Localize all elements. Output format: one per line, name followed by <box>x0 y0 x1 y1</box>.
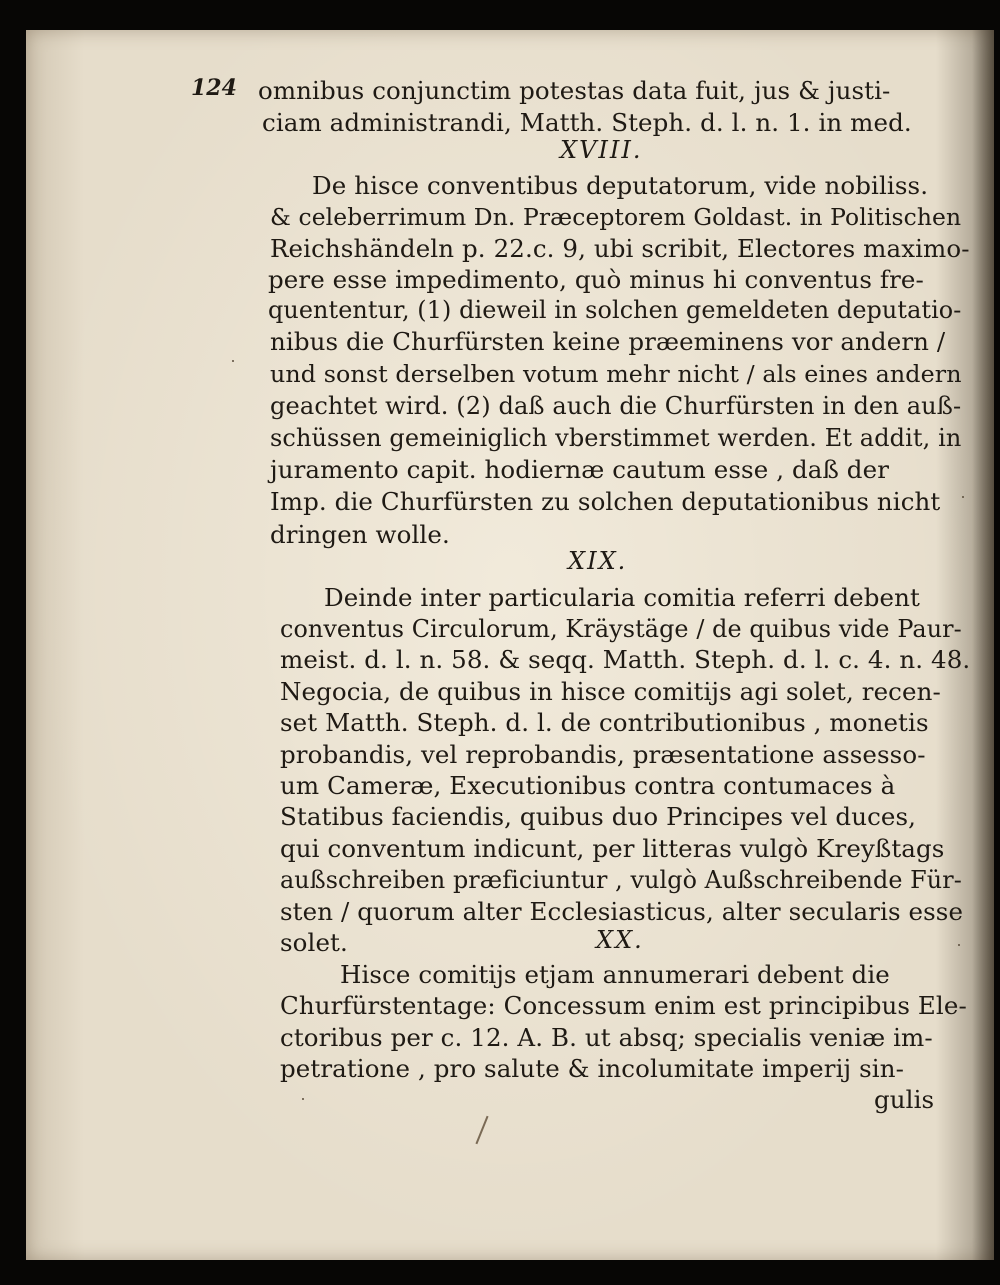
text-line: set Matth. Steph. d. l. de contributionibus , monetis <box>280 708 929 737</box>
text-line: pere esse impedimento, quò minus hi conventus fre- <box>268 265 924 294</box>
text-line: dringen wolle. <box>270 520 450 549</box>
text-line: omnibus conjunctim potestas data fuit, jus & justi- <box>258 76 891 105</box>
page-number: 124 <box>191 75 237 101</box>
paper-speck <box>962 496 964 498</box>
text-line: Statibus faciendis, quibus duo Principes vel duces, <box>280 802 917 831</box>
paper-speck <box>302 1098 304 1100</box>
paper-speck <box>958 944 960 946</box>
section-heading: XVIII. <box>560 136 643 164</box>
text-line: probandis, vel reprobandis, præsentatione assesso- <box>280 740 926 769</box>
paper-speck <box>232 360 234 362</box>
text-line: quententur, (1) dieweil in solchen gemeldeten deputatio- <box>268 296 962 324</box>
text-line: ciam administrandi, Matth. Steph. d. l. n. 1. in med. <box>262 108 912 137</box>
section-heading: XX. <box>596 926 644 954</box>
text-line: meist. d. l. n. 58. & seqq. Matth. Steph. d. l. c. 4. n. 48. <box>280 645 971 674</box>
text-line: schüssen gemeiniglich vberstimmet werden. Et addit, in <box>270 424 962 452</box>
text-line: Hisce comitijs etjam annumerari debent die <box>340 960 890 989</box>
text-line: außschreiben præficiuntur , vulgò Außschreibende Für- <box>280 866 962 894</box>
text-line: Imp. die Churfürsten zu solchen deputationibus nicht <box>270 487 941 516</box>
text-line: ctoribus per c. 12. A. B. ut absq; specialis veniæ im- <box>280 1023 933 1052</box>
text-line: De hisce conventibus deputatorum, vide nobiliss. <box>312 171 929 200</box>
text-line: solet. <box>280 928 348 957</box>
text-line: sten / quorum alter Ecclesiasticus, alter secularis esse <box>280 897 964 926</box>
spine-shadow <box>972 30 994 1260</box>
text-line: petratione , pro salute & incolumitate imperij sin- <box>280 1054 904 1083</box>
text-line: qui conventum indicunt, per litteras vulgò Kreyßtags <box>280 834 945 863</box>
text-line: & celeberrimum Dn. Præceptorem Goldast. in Politischen <box>270 203 962 231</box>
text-line: Negocia, de quibus in hisce comitijs agi solet, recen- <box>280 677 941 706</box>
text-line: geachtet wird. (2) daß auch die Churfürsten in den auß- <box>270 392 962 420</box>
text-line: conventus Circulorum, Kräystäge / de quibus vide Paur- <box>280 615 962 643</box>
text-line: und sonst derselben votum mehr nicht / als eines andern <box>270 360 962 388</box>
text-line: Deinde inter particularia comitia referri debent <box>324 583 920 612</box>
text-line: juramento capit. hodiernæ cautum esse , daß der <box>270 455 890 484</box>
text-line: Churfürstentage: Concessum enim est principibus Ele- <box>280 991 967 1020</box>
text-line: um Cameræ, Executionibus contra contumaces à <box>280 771 896 800</box>
text-line: gulis <box>874 1085 935 1114</box>
section-heading: XIX. <box>568 547 628 575</box>
text-line: Reichshändeln p. 22.c. 9, ubi scribit, Electores maximo- <box>270 234 970 263</box>
text-line: nibus die Churfürsten keine præeminens vor andern / <box>270 327 946 356</box>
